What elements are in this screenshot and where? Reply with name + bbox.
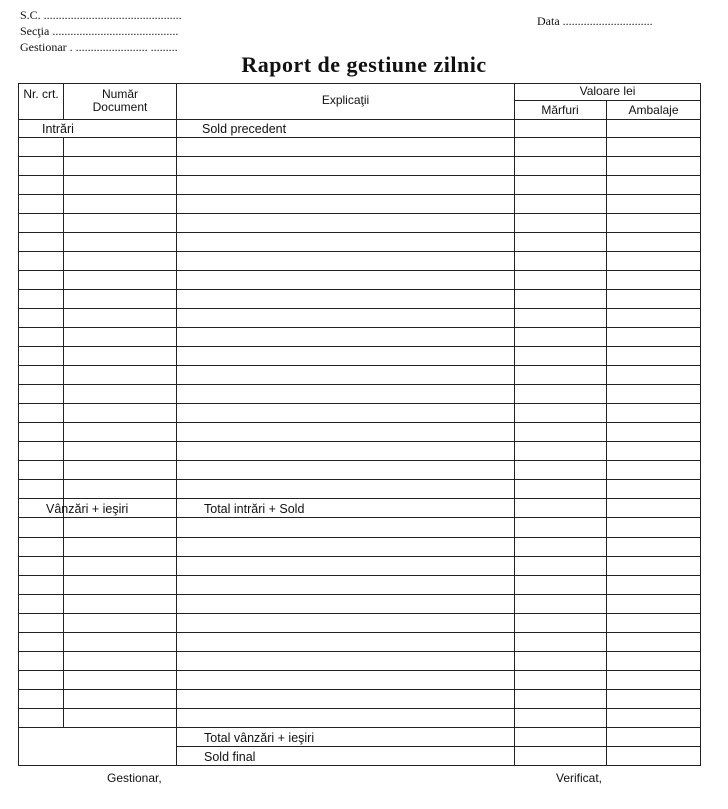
- inputs-label: Intrări: [42, 122, 74, 136]
- table-row-line: [18, 441, 701, 442]
- table-row-line: [18, 727, 701, 728]
- col-header-explanations: Explicaţii: [321, 93, 370, 107]
- table-row-line: [18, 346, 701, 347]
- table-row-line: [18, 556, 701, 557]
- col-header-nr: Nr. crt.: [23, 87, 59, 101]
- manager-signature-label: Gestionar,: [107, 771, 162, 785]
- table-row-line: [18, 308, 701, 309]
- table-row-line: [18, 594, 701, 595]
- col-header-value: Valoare lei: [579, 84, 636, 98]
- page-title: Raport de gestiune zilnic: [241, 52, 487, 77]
- table-bottom-border: [18, 765, 701, 766]
- total-inputs-label: Total intrări + Sold: [204, 502, 305, 516]
- table-row-line: [18, 384, 701, 385]
- table-row-line: [18, 156, 701, 157]
- table-row-line: [18, 575, 701, 576]
- table-row-line: [18, 460, 701, 461]
- col-divider-nr: [63, 137, 64, 727]
- col-header-goods: Mărfuri: [541, 103, 579, 117]
- table-row-line: [18, 651, 701, 652]
- table-row-line: [18, 689, 701, 690]
- previous-balance-label: Sold precedent: [202, 122, 287, 136]
- col-divider-doc: [176, 83, 177, 765]
- table-row-line: [18, 632, 701, 633]
- table-row-line: [176, 746, 701, 747]
- table-row-line: [18, 479, 701, 480]
- col-divider-value: [606, 100, 607, 765]
- col-divider-expl: [514, 83, 515, 765]
- table-row-line: [18, 327, 701, 328]
- table-right-border: [700, 83, 701, 765]
- section-field: Secţia ..........................................: [20, 24, 179, 38]
- sales-label: Vânzări + ieşiri: [46, 502, 129, 516]
- table-row-line: [18, 670, 701, 671]
- company-field: S.C. ..............................................: [20, 8, 182, 22]
- table-row-line: [18, 213, 701, 214]
- table-row-line: [18, 708, 701, 709]
- table-row-line: [18, 289, 701, 290]
- table-row-line: [18, 232, 701, 233]
- table-row-line: [18, 365, 701, 366]
- table-row-line: [18, 251, 701, 252]
- table-row-line: [18, 137, 701, 138]
- verified-signature-label: Verificat,: [556, 771, 603, 785]
- table-left-border: [18, 83, 19, 765]
- table-row-line: [18, 498, 701, 499]
- table-row-line: [18, 613, 701, 614]
- total-sales-label: Total vânzări + ieşiri: [204, 731, 315, 745]
- table-row-line: [18, 175, 701, 176]
- final-balance-label: Sold final: [204, 750, 256, 764]
- table-row-line: [18, 537, 701, 538]
- table-row-line: [18, 403, 701, 404]
- table-row-line: [18, 270, 701, 271]
- col-header-packaging: Ambalaje: [628, 103, 679, 117]
- table-row-line: [18, 194, 701, 195]
- manager-field: Gestionar . ........................ .........: [20, 40, 178, 54]
- table-row-line: [18, 517, 701, 518]
- table-row-line: [18, 422, 701, 423]
- col-header-doc: Număr Document: [92, 87, 148, 114]
- col-divider-nr-header: [63, 83, 64, 119]
- date-field: Data ..............................: [537, 14, 653, 28]
- header-bottom-line: [18, 119, 701, 120]
- value-subheader-line: [514, 100, 701, 101]
